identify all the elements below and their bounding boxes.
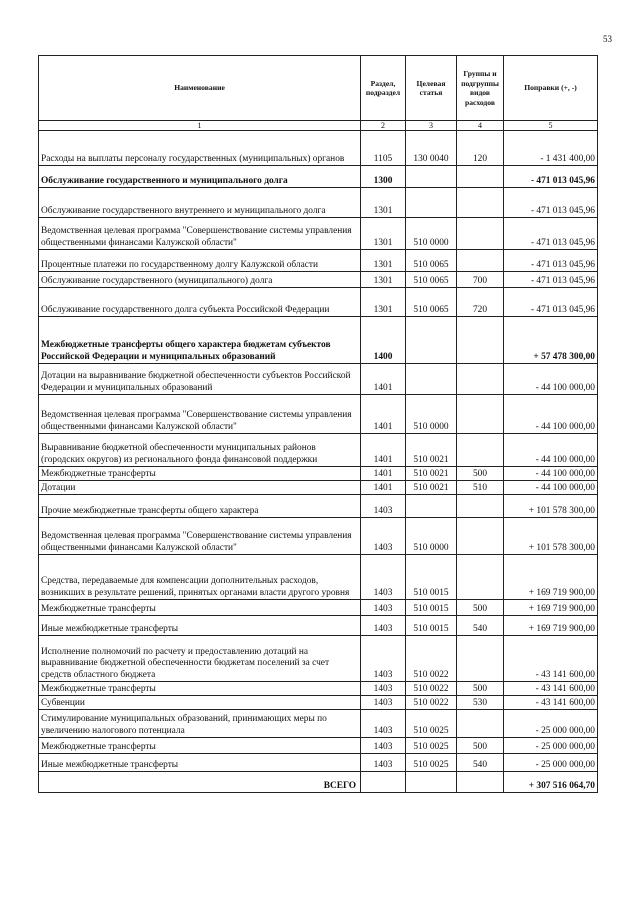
header-amount: Поправки (+, -) <box>504 56 598 121</box>
row-amount: - 44 100 000,00 <box>504 434 598 467</box>
table-row <box>39 682 598 696</box>
table-row <box>39 696 598 710</box>
row-name: Обслуживание государственного и муниципального долга <box>39 166 361 188</box>
row-group <box>457 495 504 518</box>
row-section: 1301 <box>361 188 406 218</box>
row-amount: - 471 013 045,96 <box>504 166 598 188</box>
row-section: 1301 <box>361 218 406 250</box>
row-name: Межбюджетные трансферты общего характера бюджетам субъектов Российской Федерации и муниципальных образований <box>39 317 361 364</box>
row-section: 1300 <box>361 166 406 188</box>
row-name: Стимулирование муниципальных образований, принимающих меры по увеличению налогового потенциала <box>39 710 361 738</box>
row-name: Иные межбюджетные трансферты <box>39 616 361 636</box>
row-group <box>457 518 504 555</box>
row-group: 510 <box>457 481 504 495</box>
row-article: 510 0065 <box>406 272 457 288</box>
row-article: 510 0000 <box>406 518 457 555</box>
row-group: 500 <box>457 682 504 696</box>
table-row <box>39 518 598 555</box>
table-row <box>39 710 598 738</box>
row-section: 1403 <box>361 738 406 754</box>
total-amount: + 307 516 064,70 <box>504 772 598 793</box>
row-section: 1401 <box>361 364 406 395</box>
row-section: 1403 <box>361 600 406 616</box>
row-article <box>406 317 457 364</box>
row-article: 510 0022 <box>406 696 457 710</box>
table-row <box>39 600 598 616</box>
row-section: 1403 <box>361 495 406 518</box>
row-article: 510 0021 <box>406 434 457 467</box>
row-article: 510 0065 <box>406 250 457 272</box>
table-row <box>39 166 598 188</box>
row-group <box>457 188 504 218</box>
row-amount: - 44 100 000,00 <box>504 364 598 395</box>
row-section: 1301 <box>361 288 406 317</box>
row-group <box>457 636 504 682</box>
table-body <box>39 131 598 772</box>
row-name: Прочие межбюджетные трансферты общего характера <box>39 495 361 518</box>
row-article: 510 0015 <box>406 555 457 600</box>
table-row <box>39 754 598 772</box>
total-empty-cell <box>457 772 504 793</box>
row-amount: + 101 578 300,00 <box>504 518 598 555</box>
row-group <box>457 395 504 434</box>
table-row <box>39 218 598 250</box>
row-amount: - 471 013 045,96 <box>504 218 598 250</box>
row-section: 1400 <box>361 317 406 364</box>
row-article: 510 0065 <box>406 288 457 317</box>
row-name: Межбюджетные трансферты <box>39 738 361 754</box>
row-name: Межбюджетные трансферты <box>39 600 361 616</box>
total-row <box>39 772 598 793</box>
row-article <box>406 364 457 395</box>
row-article: 510 0015 <box>406 600 457 616</box>
header-row <box>39 56 598 121</box>
row-article: 510 0021 <box>406 481 457 495</box>
row-amount: - 43 141 600,00 <box>504 696 598 710</box>
row-section: 1403 <box>361 754 406 772</box>
row-amount: - 471 013 045,96 <box>504 288 598 317</box>
row-amount: + 169 719 900,00 <box>504 555 598 600</box>
table-row <box>39 131 598 166</box>
header-section: Раздел, подраздел <box>361 56 406 121</box>
table-row <box>39 317 598 364</box>
row-amount: - 25 000 000,00 <box>504 754 598 772</box>
row-section: 1105 <box>361 131 406 166</box>
row-amount: - 44 100 000,00 <box>504 395 598 434</box>
row-section: 1403 <box>361 555 406 600</box>
row-group: 540 <box>457 616 504 636</box>
total-label: ВСЕГО <box>39 772 361 793</box>
row-amount: + 169 719 900,00 <box>504 616 598 636</box>
row-amount: - 471 013 045,96 <box>504 188 598 218</box>
column-number: 1 <box>39 121 361 131</box>
table-row <box>39 395 598 434</box>
row-group <box>457 555 504 600</box>
row-article <box>406 166 457 188</box>
row-section: 1403 <box>361 696 406 710</box>
row-name: Ведомственная целевая программа "Совершенствование системы управления общественными финансами Калужской области" <box>39 518 361 555</box>
row-section: 1401 <box>361 481 406 495</box>
row-name: Обслуживание государственного внутреннего и муниципального долга <box>39 188 361 218</box>
row-group <box>457 364 504 395</box>
row-article: 510 0022 <box>406 682 457 696</box>
row-article: 510 0000 <box>406 218 457 250</box>
row-article: 510 0022 <box>406 636 457 682</box>
row-section: 1403 <box>361 518 406 555</box>
row-group: 120 <box>457 131 504 166</box>
row-name: Иные межбюджетные трансферты <box>39 754 361 772</box>
table-row <box>39 555 598 600</box>
row-article <box>406 495 457 518</box>
row-group <box>457 434 504 467</box>
row-section: 1401 <box>361 467 406 481</box>
table-row <box>39 272 598 288</box>
row-name: Средства, передаваемые для компенсации дополнительных расходов, возникших в результате решений, принятых органами власти другого уровня <box>39 555 361 600</box>
table-row <box>39 250 598 272</box>
row-name: Процентные платежи по государственному долгу Калужской области <box>39 250 361 272</box>
total-empty-cell <box>406 772 457 793</box>
table-row <box>39 738 598 754</box>
table-row <box>39 188 598 218</box>
row-name: Обслуживание государственного (муниципального) долга <box>39 272 361 288</box>
table-row <box>39 636 598 682</box>
row-amount: - 43 141 600,00 <box>504 636 598 682</box>
row-group <box>457 166 504 188</box>
row-name: Исполнение полномочий по расчету и предоставлению дотаций на выравнивание бюджетной обеспеченности бюджетам поселений за счет средств областного бюджета <box>39 636 361 682</box>
total-empty-cell <box>361 772 406 793</box>
row-amount: - 44 100 000,00 <box>504 481 598 495</box>
row-name: Выравнивание бюджетной обеспеченности муниципальных районов (городских округов) из регионального фонда финансовой поддержки <box>39 434 361 467</box>
row-amount: - 471 013 045,96 <box>504 272 598 288</box>
row-name: Межбюджетные трансферты <box>39 682 361 696</box>
row-article <box>406 188 457 218</box>
row-group <box>457 218 504 250</box>
row-name: Дотации на выравнивание бюджетной обеспеченности субъектов Российской Федерации и муниципальных образований <box>39 364 361 395</box>
row-group <box>457 710 504 738</box>
column-number: 4 <box>457 121 504 131</box>
row-section: 1301 <box>361 272 406 288</box>
header-article: Целевая статья <box>406 56 457 121</box>
header-name: Наименование <box>39 56 361 121</box>
row-section: 1403 <box>361 682 406 696</box>
row-group <box>457 250 504 272</box>
row-amount: + 57 478 300,00 <box>504 317 598 364</box>
row-amount: + 101 578 300,00 <box>504 495 598 518</box>
column-number: 3 <box>406 121 457 131</box>
budget-table <box>38 55 598 793</box>
row-group: 540 <box>457 754 504 772</box>
row-name: Обслуживание государственного долга субъекта Российской Федерации <box>39 288 361 317</box>
row-article: 130 0040 <box>406 131 457 166</box>
row-amount: - 1 431 400,00 <box>504 131 598 166</box>
row-amount: - 25 000 000,00 <box>504 738 598 754</box>
row-group: 500 <box>457 738 504 754</box>
row-name: Межбюджетные трансферты <box>39 467 361 481</box>
row-amount: - 25 000 000,00 <box>504 710 598 738</box>
row-name: Ведомственная целевая программа "Совершенствование системы управления общественными финансами Калужской области" <box>39 218 361 250</box>
row-group: 530 <box>457 696 504 710</box>
row-section: 1403 <box>361 710 406 738</box>
row-name: Субвенции <box>39 696 361 710</box>
row-article: 510 0025 <box>406 738 457 754</box>
table-row <box>39 288 598 317</box>
row-amount: - 44 100 000,00 <box>504 467 598 481</box>
table-row <box>39 434 598 467</box>
column-number: 5 <box>504 121 598 131</box>
header-group: Группы и подгруппы видов расходов <box>457 56 504 121</box>
column-number-row <box>39 121 598 131</box>
row-group: 700 <box>457 272 504 288</box>
row-group <box>457 317 504 364</box>
row-article: 510 0025 <box>406 754 457 772</box>
table-row <box>39 364 598 395</box>
row-article: 510 0025 <box>406 710 457 738</box>
row-group: 500 <box>457 600 504 616</box>
table-row <box>39 467 598 481</box>
table-row <box>39 481 598 495</box>
row-amount: - 43 141 600,00 <box>504 682 598 696</box>
row-section: 1403 <box>361 636 406 682</box>
row-amount: - 471 013 045,96 <box>504 250 598 272</box>
row-amount: + 169 719 900,00 <box>504 600 598 616</box>
table-row <box>39 495 598 518</box>
row-section: 1403 <box>361 616 406 636</box>
row-section: 1301 <box>361 250 406 272</box>
row-article: 510 0015 <box>406 616 457 636</box>
column-number: 2 <box>361 121 406 131</box>
row-name: Расходы на выплаты персоналу государственных (муниципальных) органов <box>39 131 361 166</box>
table-row <box>39 616 598 636</box>
row-section: 1401 <box>361 434 406 467</box>
row-name: Дотации <box>39 481 361 495</box>
row-group: 720 <box>457 288 504 317</box>
row-article: 510 0021 <box>406 467 457 481</box>
row-group: 500 <box>457 467 504 481</box>
row-section: 1401 <box>361 395 406 434</box>
page-number: 53 <box>603 34 612 44</box>
row-article: 510 0000 <box>406 395 457 434</box>
row-name: Ведомственная целевая программа "Совершенствование системы управления общественными финансами Калужской области" <box>39 395 361 434</box>
